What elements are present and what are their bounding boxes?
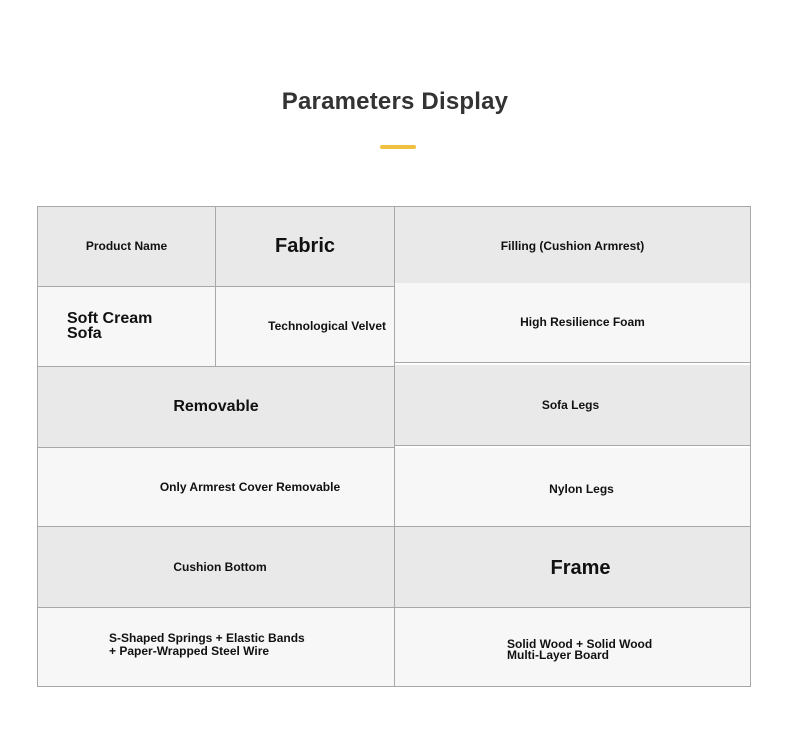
sofa-legs-value: Nylon Legs (549, 481, 614, 496)
fabric-value: Technological Velvet (268, 319, 386, 334)
fabric-label-cell (216, 207, 395, 287)
product-name-label: Product Name (85, 239, 168, 254)
frame-value: Solid Wood + Solid Wood Multi-Layer Board (507, 637, 653, 662)
frame-value-cell (395, 608, 750, 686)
sofa-legs-label: Sofa Legs (541, 397, 600, 412)
product-name-label-cell (38, 207, 216, 287)
removable-label: Removable (173, 397, 259, 415)
sofa-legs-value-cell (395, 448, 750, 527)
product-name-value-cell (38, 287, 216, 367)
page-title: Parameters Display (281, 88, 509, 115)
cushion-bottom-label-cell (38, 527, 395, 608)
removable-value-cell (38, 448, 395, 527)
removable-value: Only Armrest Cover Removable (159, 479, 341, 494)
removable-label-cell (38, 367, 395, 448)
parameters-table (37, 206, 751, 687)
frame-label: Frame (550, 556, 611, 579)
filling-value-cell (395, 283, 750, 363)
sofa-legs-label-cell (395, 365, 750, 446)
fabric-value-cell (216, 287, 395, 367)
filling-label-cell (395, 207, 750, 287)
title-accent-bar (380, 145, 416, 149)
filling-label: Filling (Cushion Armrest) (500, 239, 645, 254)
cushion-bottom-label: Cushion Bottom (173, 559, 267, 574)
product-name-value: Soft Cream Sofa (67, 309, 153, 342)
frame-label-cell (395, 527, 750, 608)
cushion-bottom-value-cell (38, 608, 395, 686)
filling-value: High Resilience Foam (520, 315, 645, 330)
fabric-label: Fabric (274, 235, 336, 257)
cushion-bottom-value: S-Shaped Springs + Elastic Bands + Paper-Wrapped Steel Wire (109, 631, 305, 658)
